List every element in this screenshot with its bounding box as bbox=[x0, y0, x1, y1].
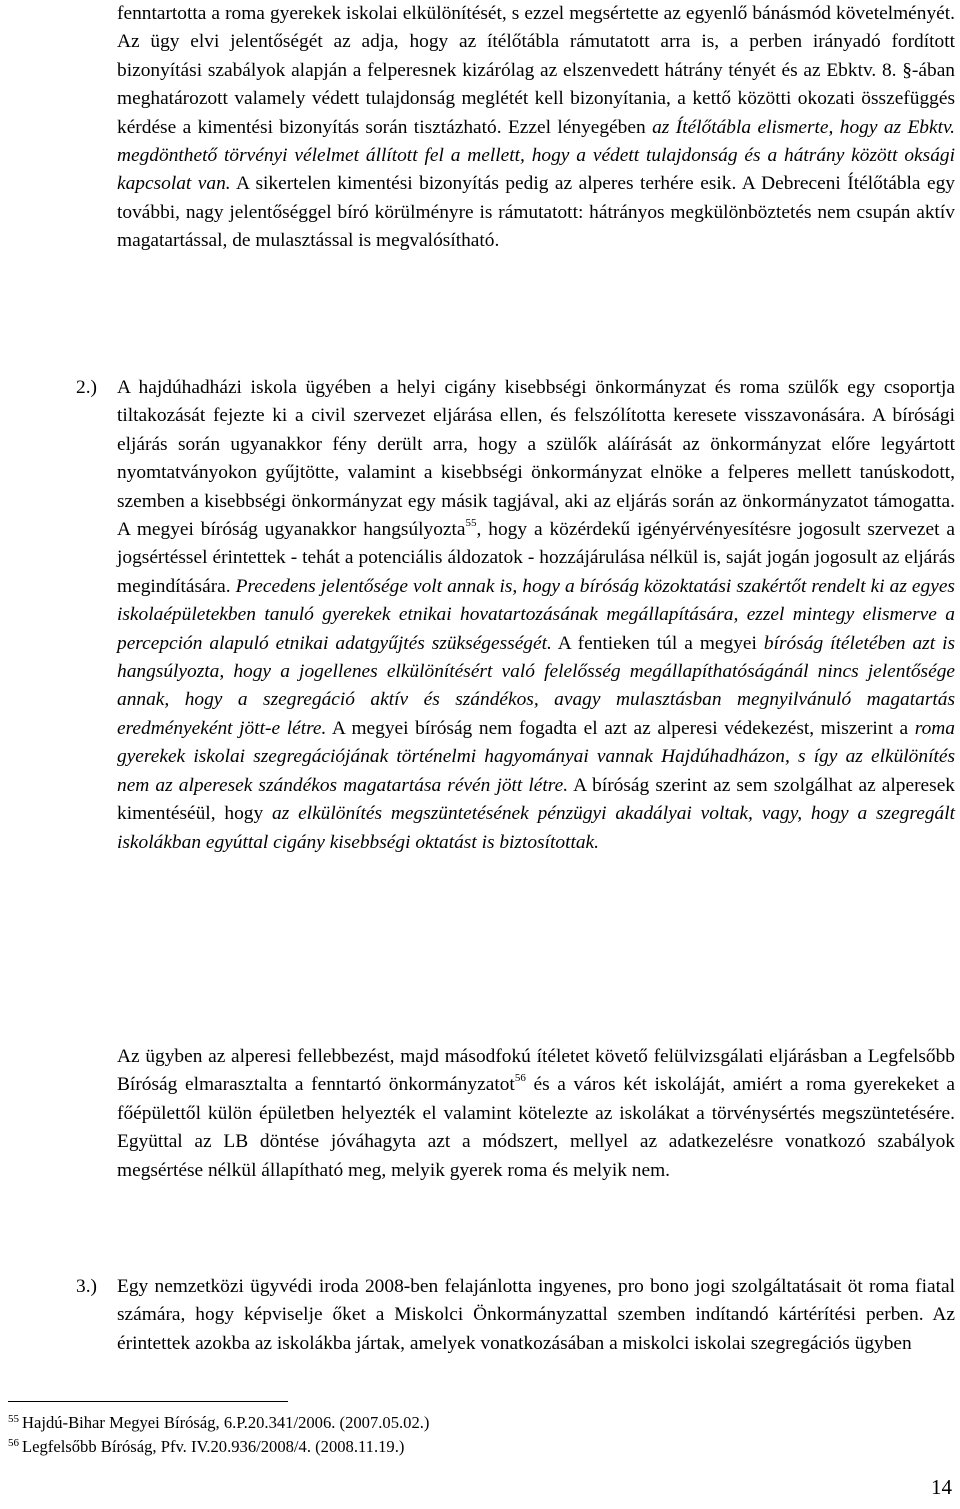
footnote-ref-56[interactable]: 56 bbox=[514, 1072, 526, 1085]
text-span: A sikertelen kimentési bizonyítás pedig az alperes terhére esik. A Debreceni Ítélőtábla egy további, nagy jelentőséggel bíró körülményre is rámutatott: hátrányos megkülönböztetés nem csupán aktív magatartással, de mulasztással is megvalósítható. bbox=[117, 173, 955, 252]
italic-span: Precedens jelentősége volt annak is, hogy a bíróság közoktatási szakértőt rendelt ki az egyes iskolaépületekben tanuló gyerekek etnikai hovatartozásának megállapítására, ezzel mintegy elismerve a percepción alapuló etnikai adatgyűjtés szükségességét. bbox=[117, 575, 955, 654]
footnote-ref-55[interactable]: 55 bbox=[465, 517, 477, 530]
text-span: Az ügyben az alperesi fellebbezést, majd másodfokú ítéletet követő felülvizsgálati eljárásban a Legfelsőbb Bíróság elmarasztalta a fenntartó önkormányzatot bbox=[117, 1046, 955, 1096]
footnote-text: Hajdú-Bihar Megyei Bíróság, 6.P.20.341/2006. (2007.05.02.) bbox=[22, 1413, 430, 1432]
text-span: A bíróság szerint az sem szolgálhat az alperesek kimentéséül, hogy bbox=[117, 774, 955, 825]
item-number-3: 3.) bbox=[76, 1276, 98, 1297]
footnote-separator bbox=[8, 1401, 288, 1402]
italic-span: az Ítélőtábla elismerte, hogy az Ebktv. megdönthető törvényi vélelmet állított fel a mellett, hogy a védett tulajdonság és a hátrány között oksági kapcsolat van. bbox=[117, 116, 955, 195]
footnote-55 bbox=[8, 1413, 429, 1433]
footnote-56 bbox=[8, 1437, 404, 1457]
paragraph-legfelsobb-birosag bbox=[117, 1043, 955, 1185]
italic-span: bíróság ítéletében azt is hangsúlyozta, hogy a jogellenes elkülönítésért való felelősség megállapíthatóságánál nincs jelentősége annak, hogy a szegregáció aktív és szándékos, avagy mulasztásban megnyilvánuló magatartás eredményeként jött-e létre. bbox=[117, 632, 955, 739]
paragraph-miskolc: Egy nemzetközi ügyvédi iroda 2008-ben felajánlotta ingyenes, pro bono jogi szolgáltatásait öt roma fiatal számára, hogy képviselje őket a Miskolci Önkormányzattal szemben indítandó kártérítési perben. Az érintettek azokba az iskolákba jártak, amelyek vonatkozásában a miskolci iskolai szegregációs ügyben bbox=[117, 1276, 955, 1354]
item-number-2: 2.) bbox=[76, 377, 98, 398]
paragraph-hajduhadhaz bbox=[117, 374, 955, 857]
italic-span: roma gyerekek iskolai szegregációjának történelmi hagyományai vannak Hajdúhadházon, s így az elkülönítés nem az alperesek szándékos magatartása révén jött létre. bbox=[117, 717, 955, 796]
text-span: A fentieken túl a megyei bbox=[551, 632, 764, 654]
text-span: és a város két iskoláját, amiért a roma gyerekeket a főépülettől külön épületben helyezték el valamint kötelezte az iskolákat a törvénysértés megszüntetésére. Együttal az LB döntése jóváhagyta azt a módszert, mellyel az adatkezelésre vonatkozó szabályok megsértése nélkül állapítható meg, melyik gyerek roma és melyik nem. bbox=[117, 1074, 955, 1181]
paragraph-ebktv bbox=[117, 0, 955, 256]
text-span: A hajdúhadházi iskola ügyében a helyi cigány kisebbségi önkormányzat és roma szülők egy csoportja tiltakozását fejezte ki a civil szervezet eljárása ellen, és felszólította keresete visszavonására. A bírósági eljárás során ugyanakkor fény derült arra, hogy a szülők aláírását az önkormányzat előre legyártott nyomtatványokon gyűjtötte, valamint a kisebbségi önkormányzat elnöke a felperes mellett tanúskodott, szemben a kisebbségi önkormányzat egy másik tagjával, aki az eljárás során az önkormányzatot támogatta. A megyei bíróság ugyanakkor hangsúlyozta bbox=[117, 377, 955, 541]
text-span: , hogy a közérdekű igényérvényesítésre jogosult szervezet a jogsértéssel érintettek - tehát a potenciális áldozatok - hozzájárulása nélkül is, saját jogán jogosult az eljárás megindítására. bbox=[117, 519, 955, 597]
text-span: fenntartotta a roma gyerekek iskolai elkülönítését, s ezzel megsértette az egyenlő bánásmód követelményét. Az ügy elvi jelentőségét az adja, hogy az ítélőtábla rámutatott arra is, a perben irányadó fordított bizonyítási szabályok alapján a felperesnek kizárólag az elszenvedett hátrány tényét és az Ebktv. 8. §-ában meghatározott valamely védett tulajdonság meglétét kell bizonyítania, a kettő közötti okozati összefüggés kérdése a kimentési bizonyítás során tisztázható. Ezzel lényegében bbox=[117, 3, 955, 138]
footnote-text: Legfelsőbb Bíróság, Pfv. IV.20.936/2008/4. (2008.11.19.) bbox=[22, 1437, 405, 1456]
footnote-number: 55 bbox=[8, 1413, 19, 1425]
page-number: 14 bbox=[931, 1475, 952, 1499]
italic-span: az elkülönítés megszüntetésének pénzügyi akadályai voltak, vagy, hogy a szegregált iskolákban egyúttal cigány kisebbségi oktatást is biztosítottak. bbox=[117, 803, 955, 853]
text-span: A megyei bíróság nem fogadta el azt az alperesi védekezést, miszerint a bbox=[326, 717, 915, 739]
footnote-number: 56 bbox=[8, 1437, 19, 1449]
